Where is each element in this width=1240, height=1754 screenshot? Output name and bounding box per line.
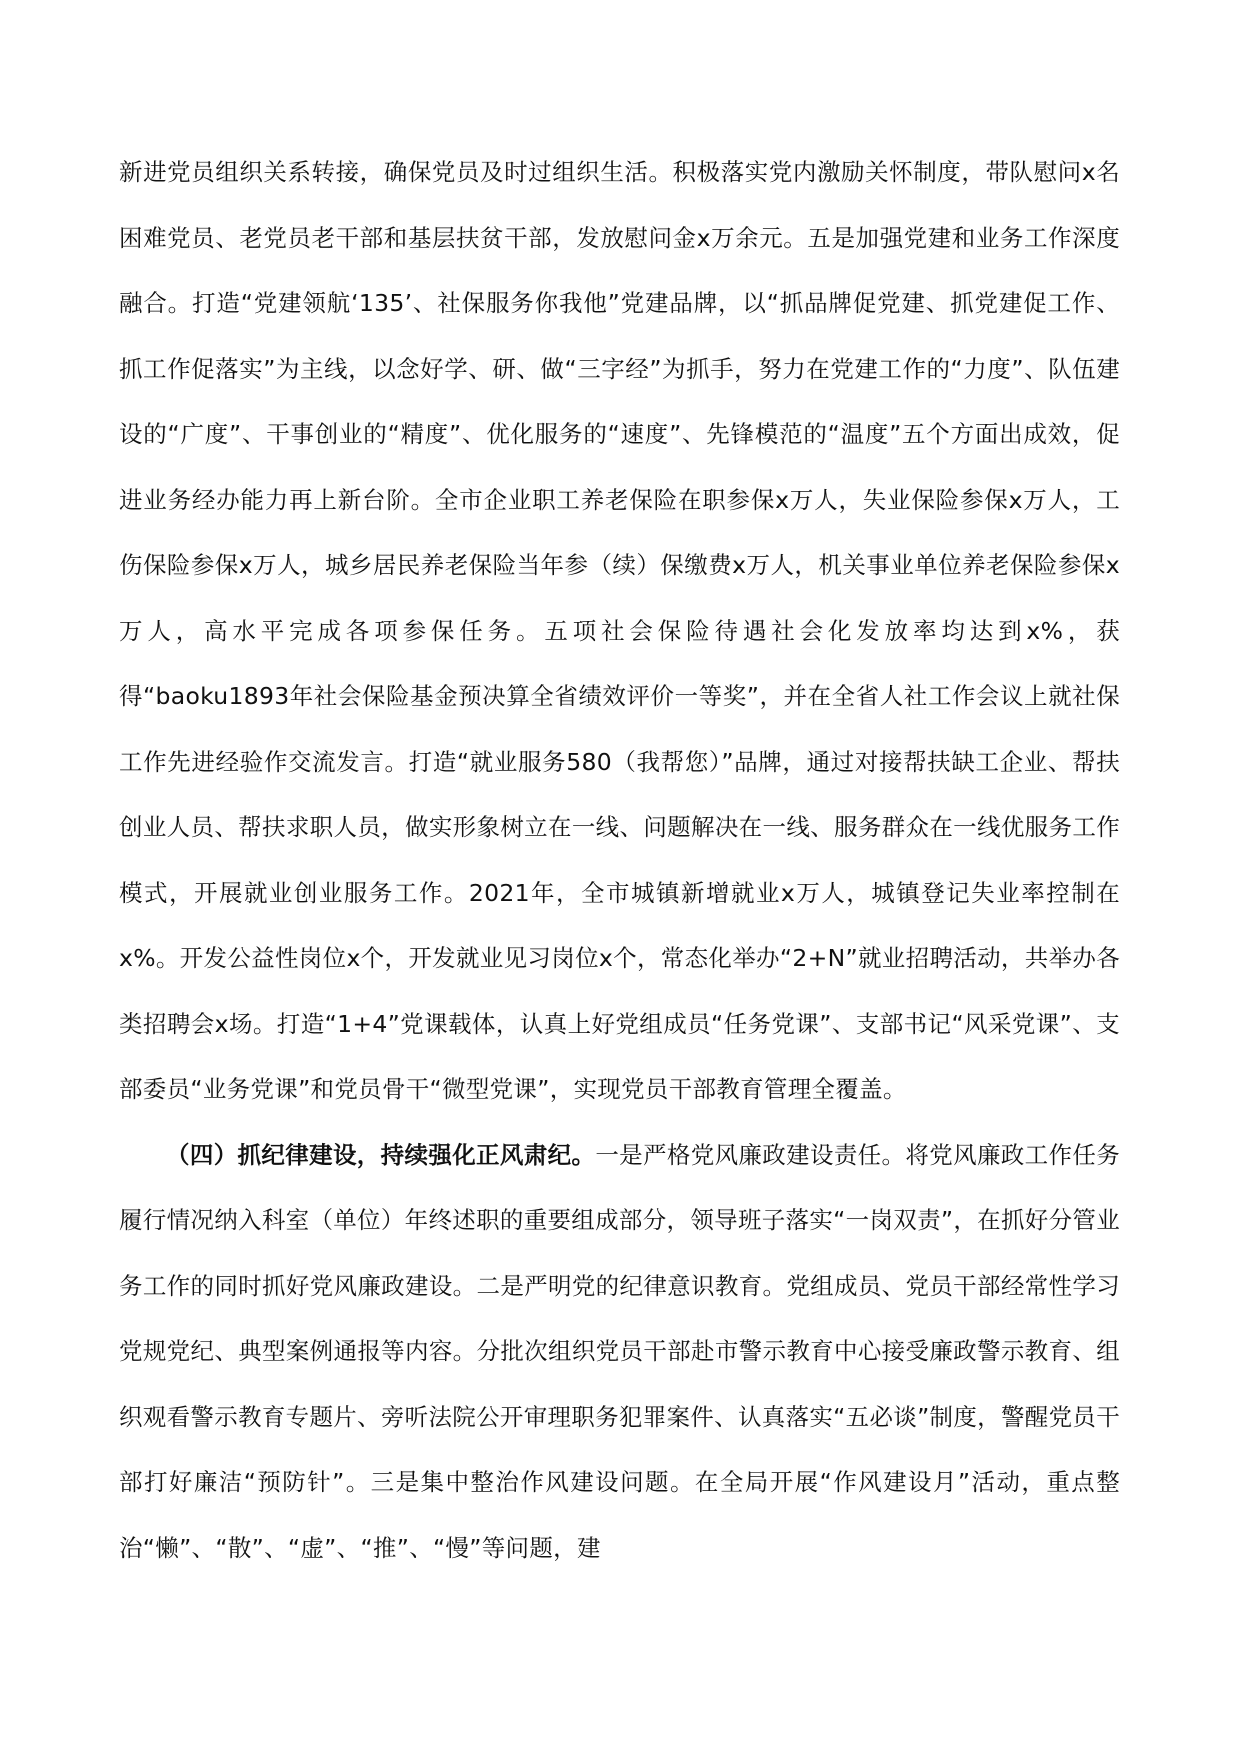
section-heading: （四）抓纪律建设，持续强化正风肃纪。 <box>166 1140 596 1169</box>
paragraph-discipline-building <box>119 1123 1120 1582</box>
paragraph-continued <box>119 140 1120 1123</box>
paragraph-text: 一是严格党风廉政建设责任。将党风廉政工作任务履行情况纳入科室（单位）年终述职的重要组成部分，领导班子落实“一岗双责”，在抓好分管业务工作的同时抓好党风廉政建设。二是严明党的纪律意识教育。党组成员、党员干部经常性学习党规党纪、典型案例通报等内容。分批次组织党员干部赴市警示教育中心接受廉政警示教育、组织观看警示教育专题片、旁听法院公开审理职务犯罪案件、认真落实“五必谈”制度，警醒党员干部打好廉洁“预防针”。三是集中整治作风建设问题。在全局开展“作风建设月”活动，重点整治“懒”、“散”、“虚”、“推”、“慢”等问题，建 <box>119 1140 1120 1562</box>
document-body <box>119 140 1120 1581</box>
paragraph-text: 新进党员组织关系转接，确保党员及时过组织生活。积极落实党内激励关怀制度，带队慰问x名困难党员、老党员老干部和基层扶贫干部，发放慰问金x万余元。五是加强党建和业务工作深度融合。打造“党建领航‘135’、社保服务你我他”党建品牌，以“抓品牌促党建、抓党建促工作、抓工作促落实”为主线，以念好学、研、做“三字经”为抓手，努力在党建工作的“力度”、队伍建设的“广度”、干事创业的“精度”、优化服务的“速度”、先锋模范的“温度”五个方面出成效，促进业务经办能力再上新台阶。全市企业职工养老保险在职参保x万人，失业保险参保x万人，工伤保险参保x万人，城乡居民养老保险当年参（续）保缴费x万人，机关事业单位养老保险参保x万人，高水平完成各项参保任务。五项社会保险待遇社会化发放率均达到x%，获得“baoku1893年社会保险基金预决算全省绩效评价一等奖”，并在全省人社工作会议上就社保工作先进经验作交流发言。打造“就业服务580（我帮您）”品牌，通过对接帮扶缺工企业、帮扶创业人员、帮扶求职人员，做实形象树立在一线、问题解决在一线、服务群众在一线优服务工作模式，开展就业创业服务工作。2021年，全市城镇新增就业x万人，城镇登记失业率控制在x%。开发公益性岗位x个，开发就业见习岗位x个，常态化举办“2+N”就业招聘活动，共举办各类招聘会x场。打造“1+4”党课载体，认真上好党组成员“任务党课”、支部书记“风采党课”、支部委员“业务党课”和党员骨干“微型党课”，实现党员干部教育管理全覆盖。 <box>119 158 1120 1103</box>
